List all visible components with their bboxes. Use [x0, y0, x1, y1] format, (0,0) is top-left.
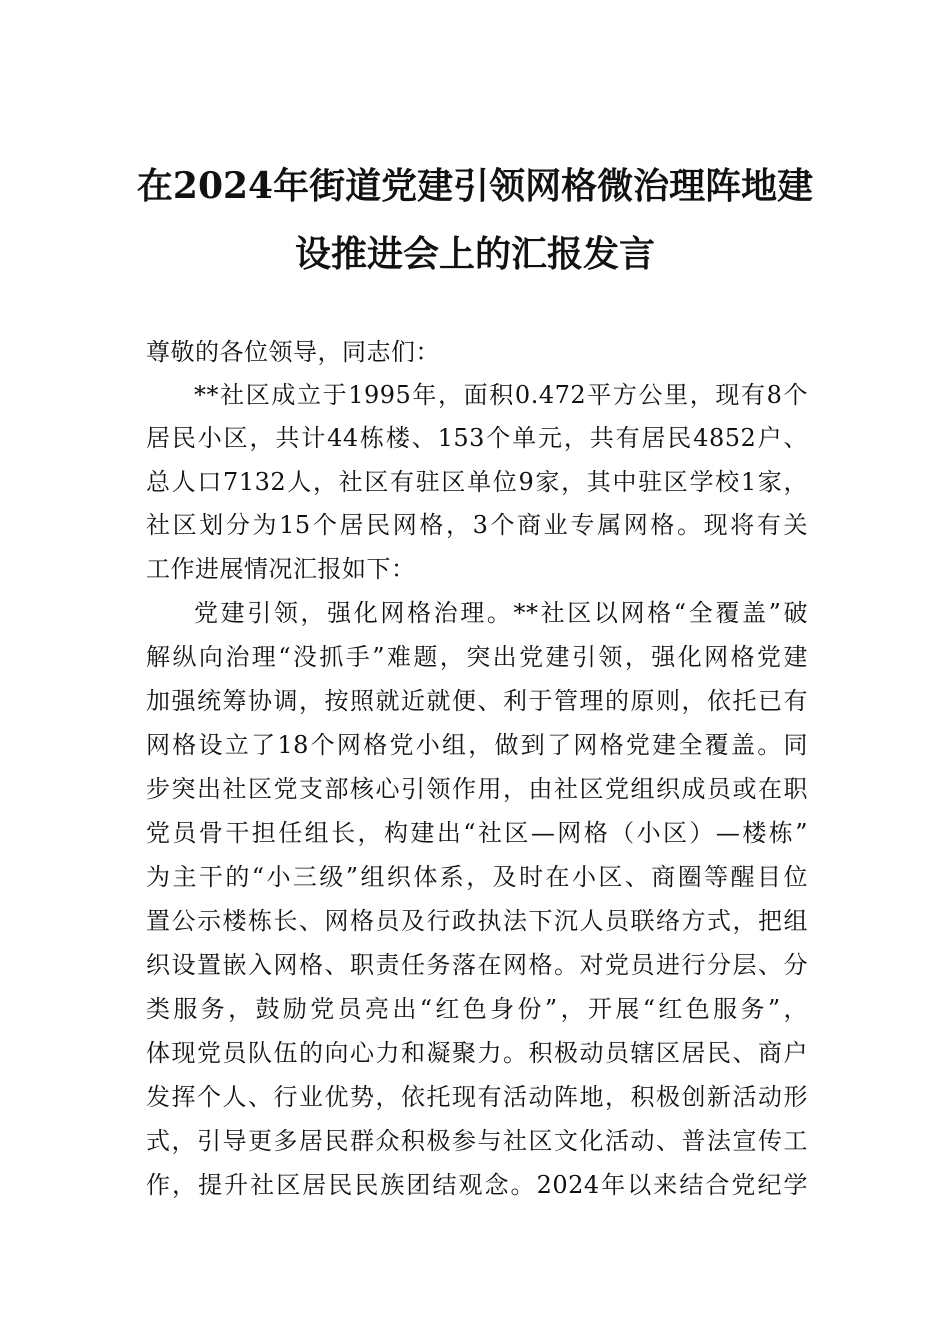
paragraph-2-line: 网格设立了18个网格党小组，做到了网格党建全覆盖。同 — [146, 731, 808, 759]
paragraph-2-line: 为主干的“小三级”组织体系，及时在小区、商圈等醒目位 — [146, 863, 808, 891]
paragraph-2-line: 党员骨干担任组长，构建出“社区—网格（小区）—楼栋” — [146, 819, 808, 847]
document-title-line-1: 在2024年街道党建引领网格微治理阵地建 — [136, 165, 814, 207]
paragraph-1-line: 居民小区，共计44栋楼、153个单元，共有居民4852户、 — [146, 424, 808, 452]
paragraph-2-line: 解纵向治理“没抓手”难题，突出党建引领，强化网格党建 — [146, 643, 808, 671]
document-title-line-2: 设推进会上的汇报发言 — [294, 233, 655, 275]
paragraph-2-line: 党建引领，强化网格治理。**社区以网格“全覆盖”破 — [194, 599, 808, 627]
paragraph-2-line: 类服务，鼓励党员亮出“红色身份”，开展“红色服务”， — [146, 995, 808, 1023]
paragraph-2-line: 加强统筹协调，按照就近就便、利于管理的原则，依托已有 — [146, 687, 808, 715]
paragraph-1-line: 工作进展情况汇报如下： — [146, 555, 416, 583]
paragraph-2-line: 式，引导更多居民群众积极参与社区文化活动、普法宣传工 — [146, 1127, 808, 1155]
paragraph-2-line: 步突出社区党支部核心引领作用，由社区党组织成员或在职 — [146, 775, 808, 803]
paragraph-1-line: 总人口7132人，社区有驻区单位9家，其中驻区学校1家， — [146, 468, 808, 496]
salutation: 尊敬的各位领导，同志们： — [146, 338, 440, 366]
paragraph-2-line: 作，提升社区居民民族团结观念。2024年以来结合党纪学 — [146, 1171, 808, 1199]
paragraph-1-line: 社区划分为15个居民网格，3个商业专属网格。现将有关 — [146, 511, 808, 539]
paragraph-2-line: 发挥个人、行业优势，依托现有活动阵地，积极创新活动形 — [146, 1083, 808, 1111]
paragraph-2-line: 体现党员队伍的向心力和凝聚力。积极动员辖区居民、商户 — [146, 1039, 808, 1067]
paragraph-2-line: 置公示楼栋长、网格员及行政执法下沉人员联络方式，把组 — [146, 907, 808, 935]
paragraph-1-line: **社区成立于1995年，面积0.472平方公里，现有8个 — [194, 381, 808, 409]
paragraph-2-line: 织设置嵌入网格、职责任务落在网格。对党员进行分层、分 — [146, 951, 808, 979]
